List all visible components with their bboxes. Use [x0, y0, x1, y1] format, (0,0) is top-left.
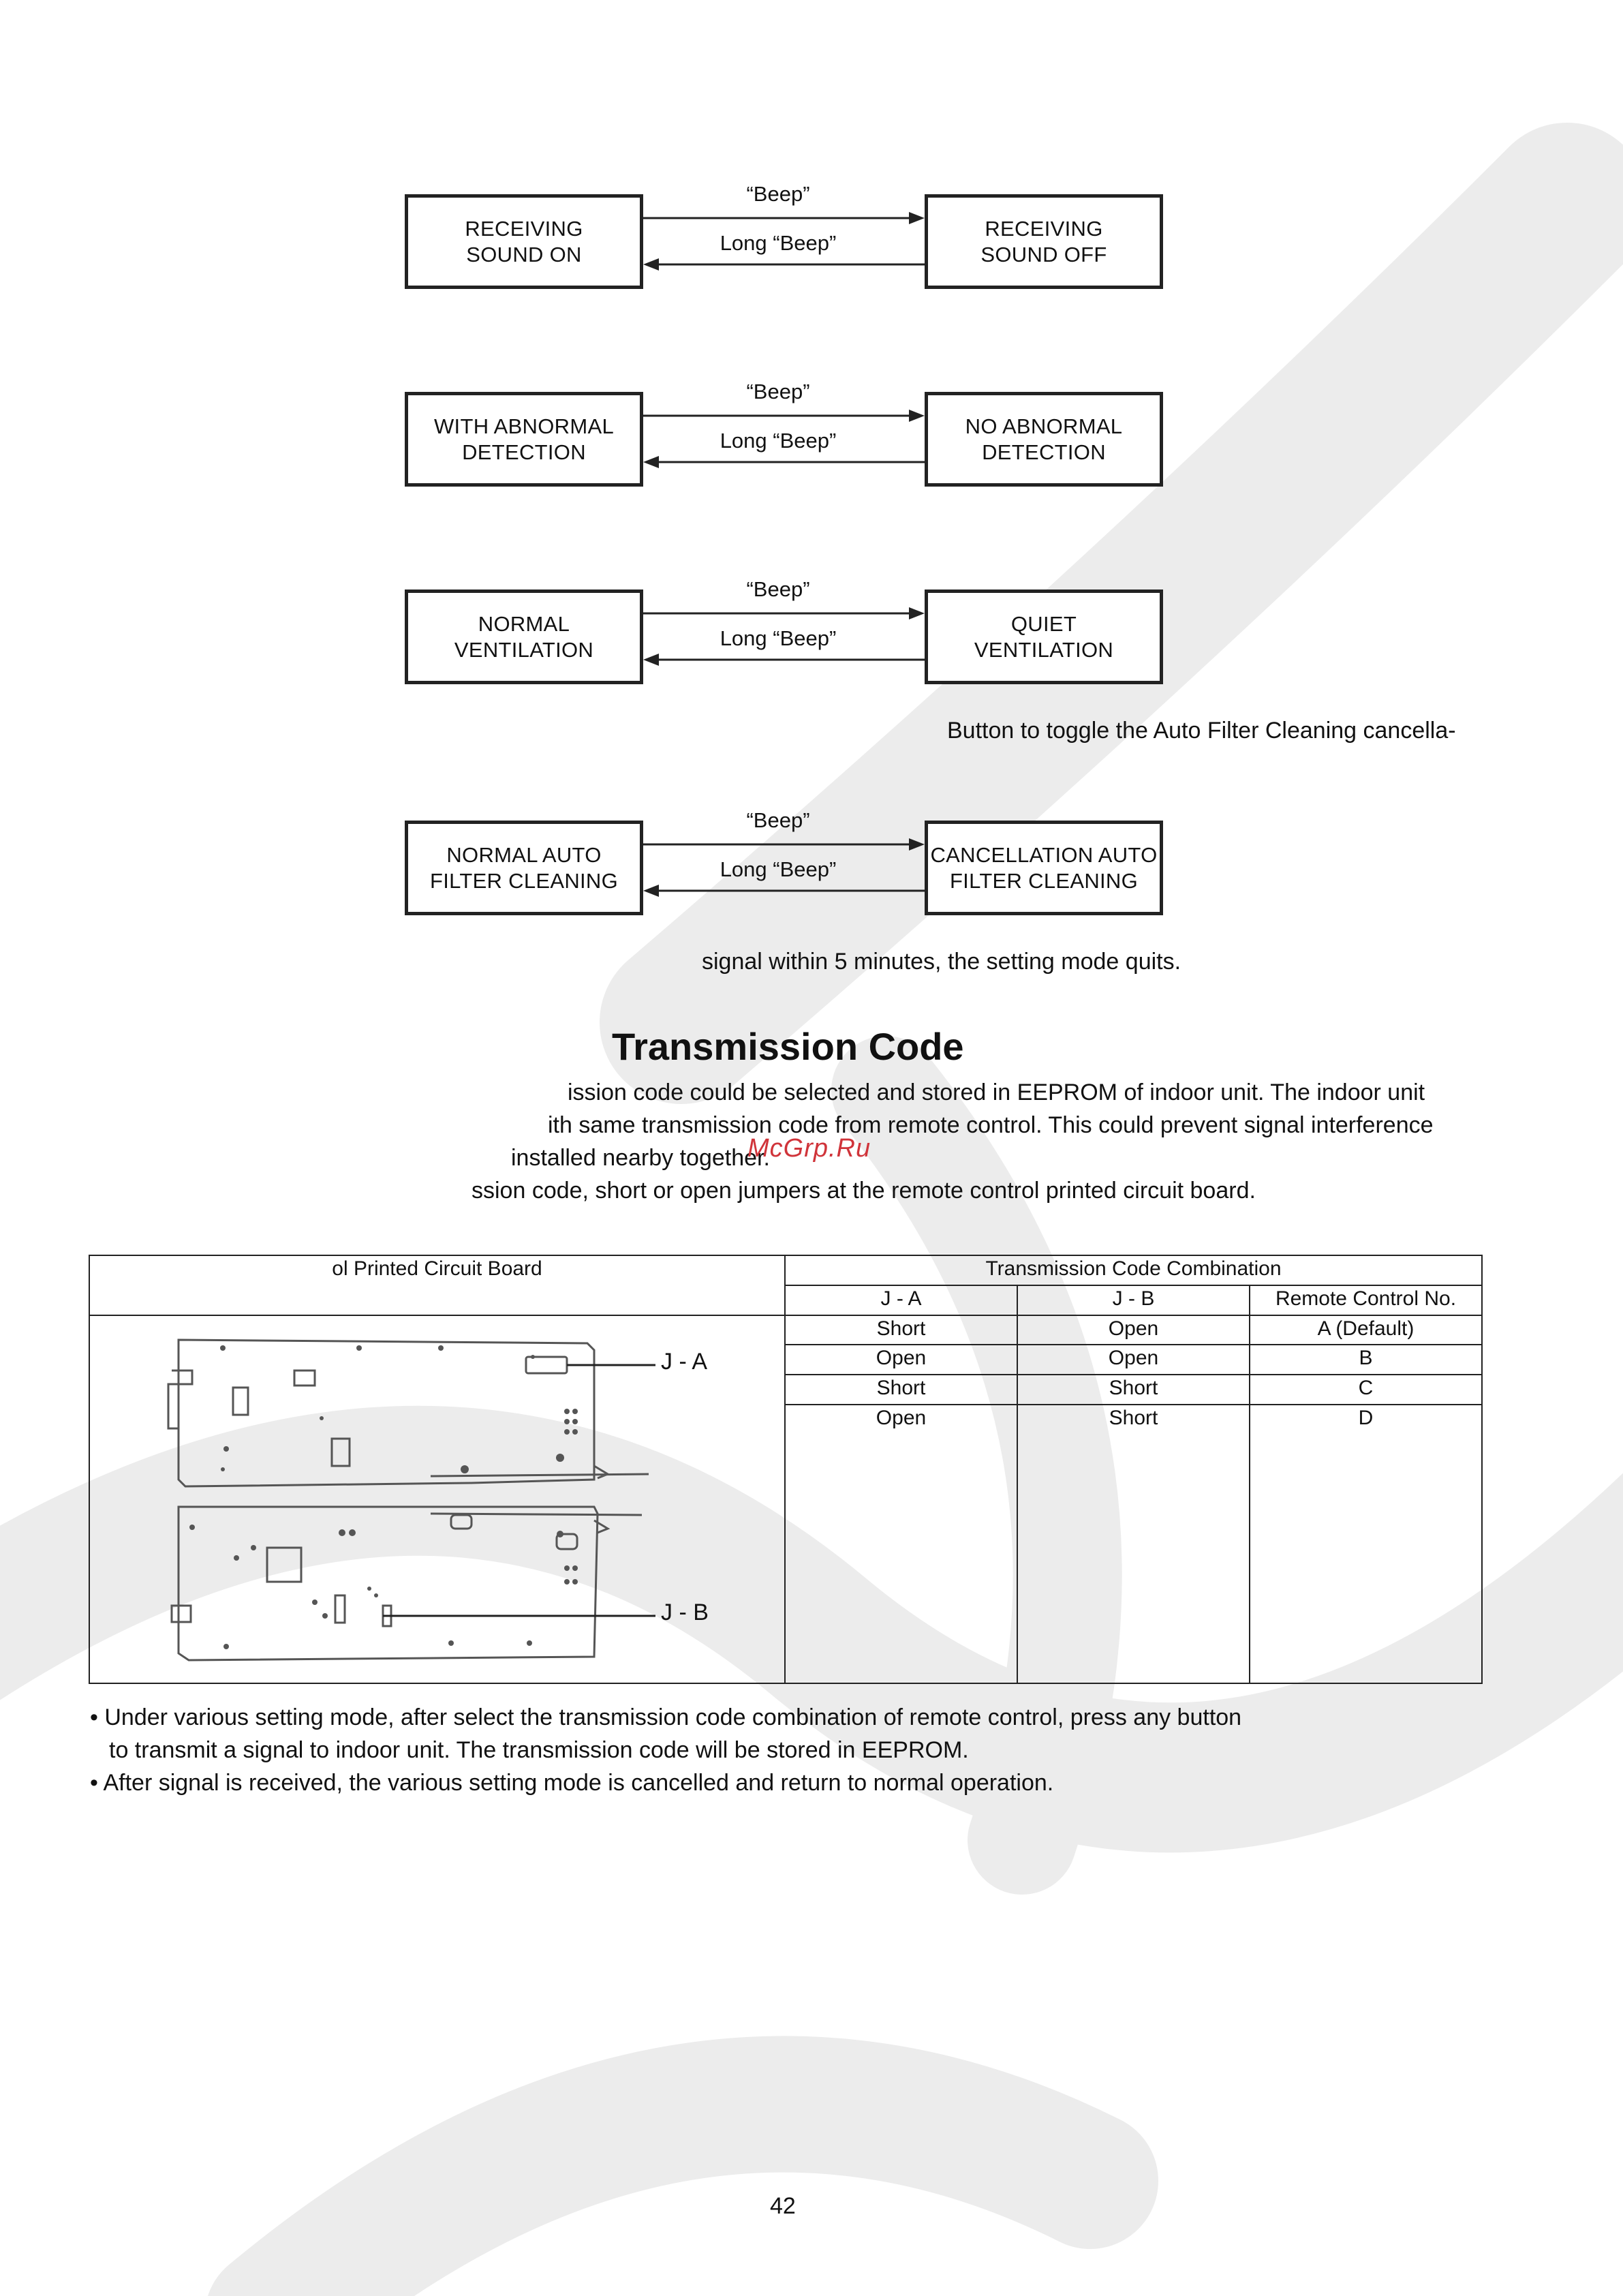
auto-filter-note: Button to toggle the Auto Filter Cleaning cancella- [947, 718, 1456, 744]
arrow-pair [643, 831, 925, 899]
forward-label: “Beep” [746, 808, 810, 832]
table-row [89, 1315, 1482, 1345]
state-box-right: QUIET VENTILATION [925, 590, 1163, 684]
column-header: J - B [1017, 1285, 1250, 1315]
forward-label: “Beep” [746, 182, 810, 206]
arrow-pair [643, 402, 925, 470]
forward-label: “Beep” [746, 380, 810, 403]
table-cell: Open [785, 1345, 1017, 1375]
table-cell: C [1250, 1375, 1482, 1405]
jumper-label-ja: J - A [661, 1348, 708, 1375]
paragraph-line: ith same transmission code from remote control. This could prevent signal interference [548, 1112, 1434, 1138]
bullet-item-continuation: to transmit a signal to indoor unit. The transmission code will be stored in EEPROM. [109, 1737, 969, 1763]
state-box-right: NO ABNORMAL DETECTION [925, 392, 1163, 487]
bullet-item: • After signal is received, the various setting mode is cancelled and return to normal operation. [90, 1770, 1054, 1796]
forward-label: “Beep” [746, 577, 810, 601]
backward-label: Long “Beep” [720, 231, 837, 255]
table-cell: D [1250, 1405, 1482, 1683]
pcb-diagram-cell [89, 1315, 785, 1683]
bullet-list [90, 1701, 1241, 1799]
arrow-pair [643, 204, 925, 273]
table-cell: B [1250, 1345, 1482, 1375]
state-box-left: NORMAL AUTO FILTER CLEANING [405, 821, 643, 915]
bullet-item: • Under various setting mode, after select the transmission code combination of remote control, press any button [90, 1704, 1242, 1730]
paragraph-line: ssion code, short or open jumpers at the remote control printed circuit board. [472, 1178, 1256, 1204]
section-title: Transmission Code [612, 1025, 964, 1068]
table-cell: Open [1017, 1345, 1250, 1375]
state-box-right: CANCELLATION AUTO FILTER CLEANING [925, 821, 1163, 915]
table-cell: Short [1017, 1375, 1250, 1405]
state-box-left: RECEIVING SOUND ON [405, 194, 643, 289]
page-number: 42 [770, 2193, 796, 2219]
state-box-left: WITH ABNORMAL DETECTION [405, 392, 643, 487]
backward-label: Long “Beep” [720, 857, 837, 881]
column-header: Remote Control No. [1250, 1285, 1482, 1315]
table-cell: Short [785, 1375, 1017, 1405]
arrow-pair [643, 600, 925, 668]
combo-header: Transmission Code Combination [785, 1255, 1482, 1285]
table-cell: Open [785, 1405, 1017, 1683]
table-cell: Open [1017, 1315, 1250, 1345]
column-header: J - A [785, 1285, 1017, 1315]
backward-label: Long “Beep” [720, 429, 837, 453]
quit-note: signal within 5 minutes, the setting mode quits. [702, 949, 1181, 975]
pcb-header: ol Printed Circuit Board [89, 1255, 785, 1315]
table-cell: Short [1017, 1405, 1250, 1683]
table-cell: A (Default) [1250, 1315, 1482, 1345]
paragraph-line: installed nearby together. [511, 1145, 770, 1171]
backward-label: Long “Beep” [720, 626, 837, 650]
table-cell: Short [785, 1315, 1017, 1345]
jumper-label-jb: J - B [661, 1599, 709, 1625]
transmission-code-table [89, 1255, 1483, 1684]
state-box-left: NORMAL VENTILATION [405, 590, 643, 684]
state-box-right: RECEIVING SOUND OFF [925, 194, 1163, 289]
paragraph-line: ission code could be selected and stored in EEPROM of indoor unit. The indoor unit [568, 1080, 1425, 1105]
site-watermark: McGrp.Ru [747, 1134, 871, 1163]
